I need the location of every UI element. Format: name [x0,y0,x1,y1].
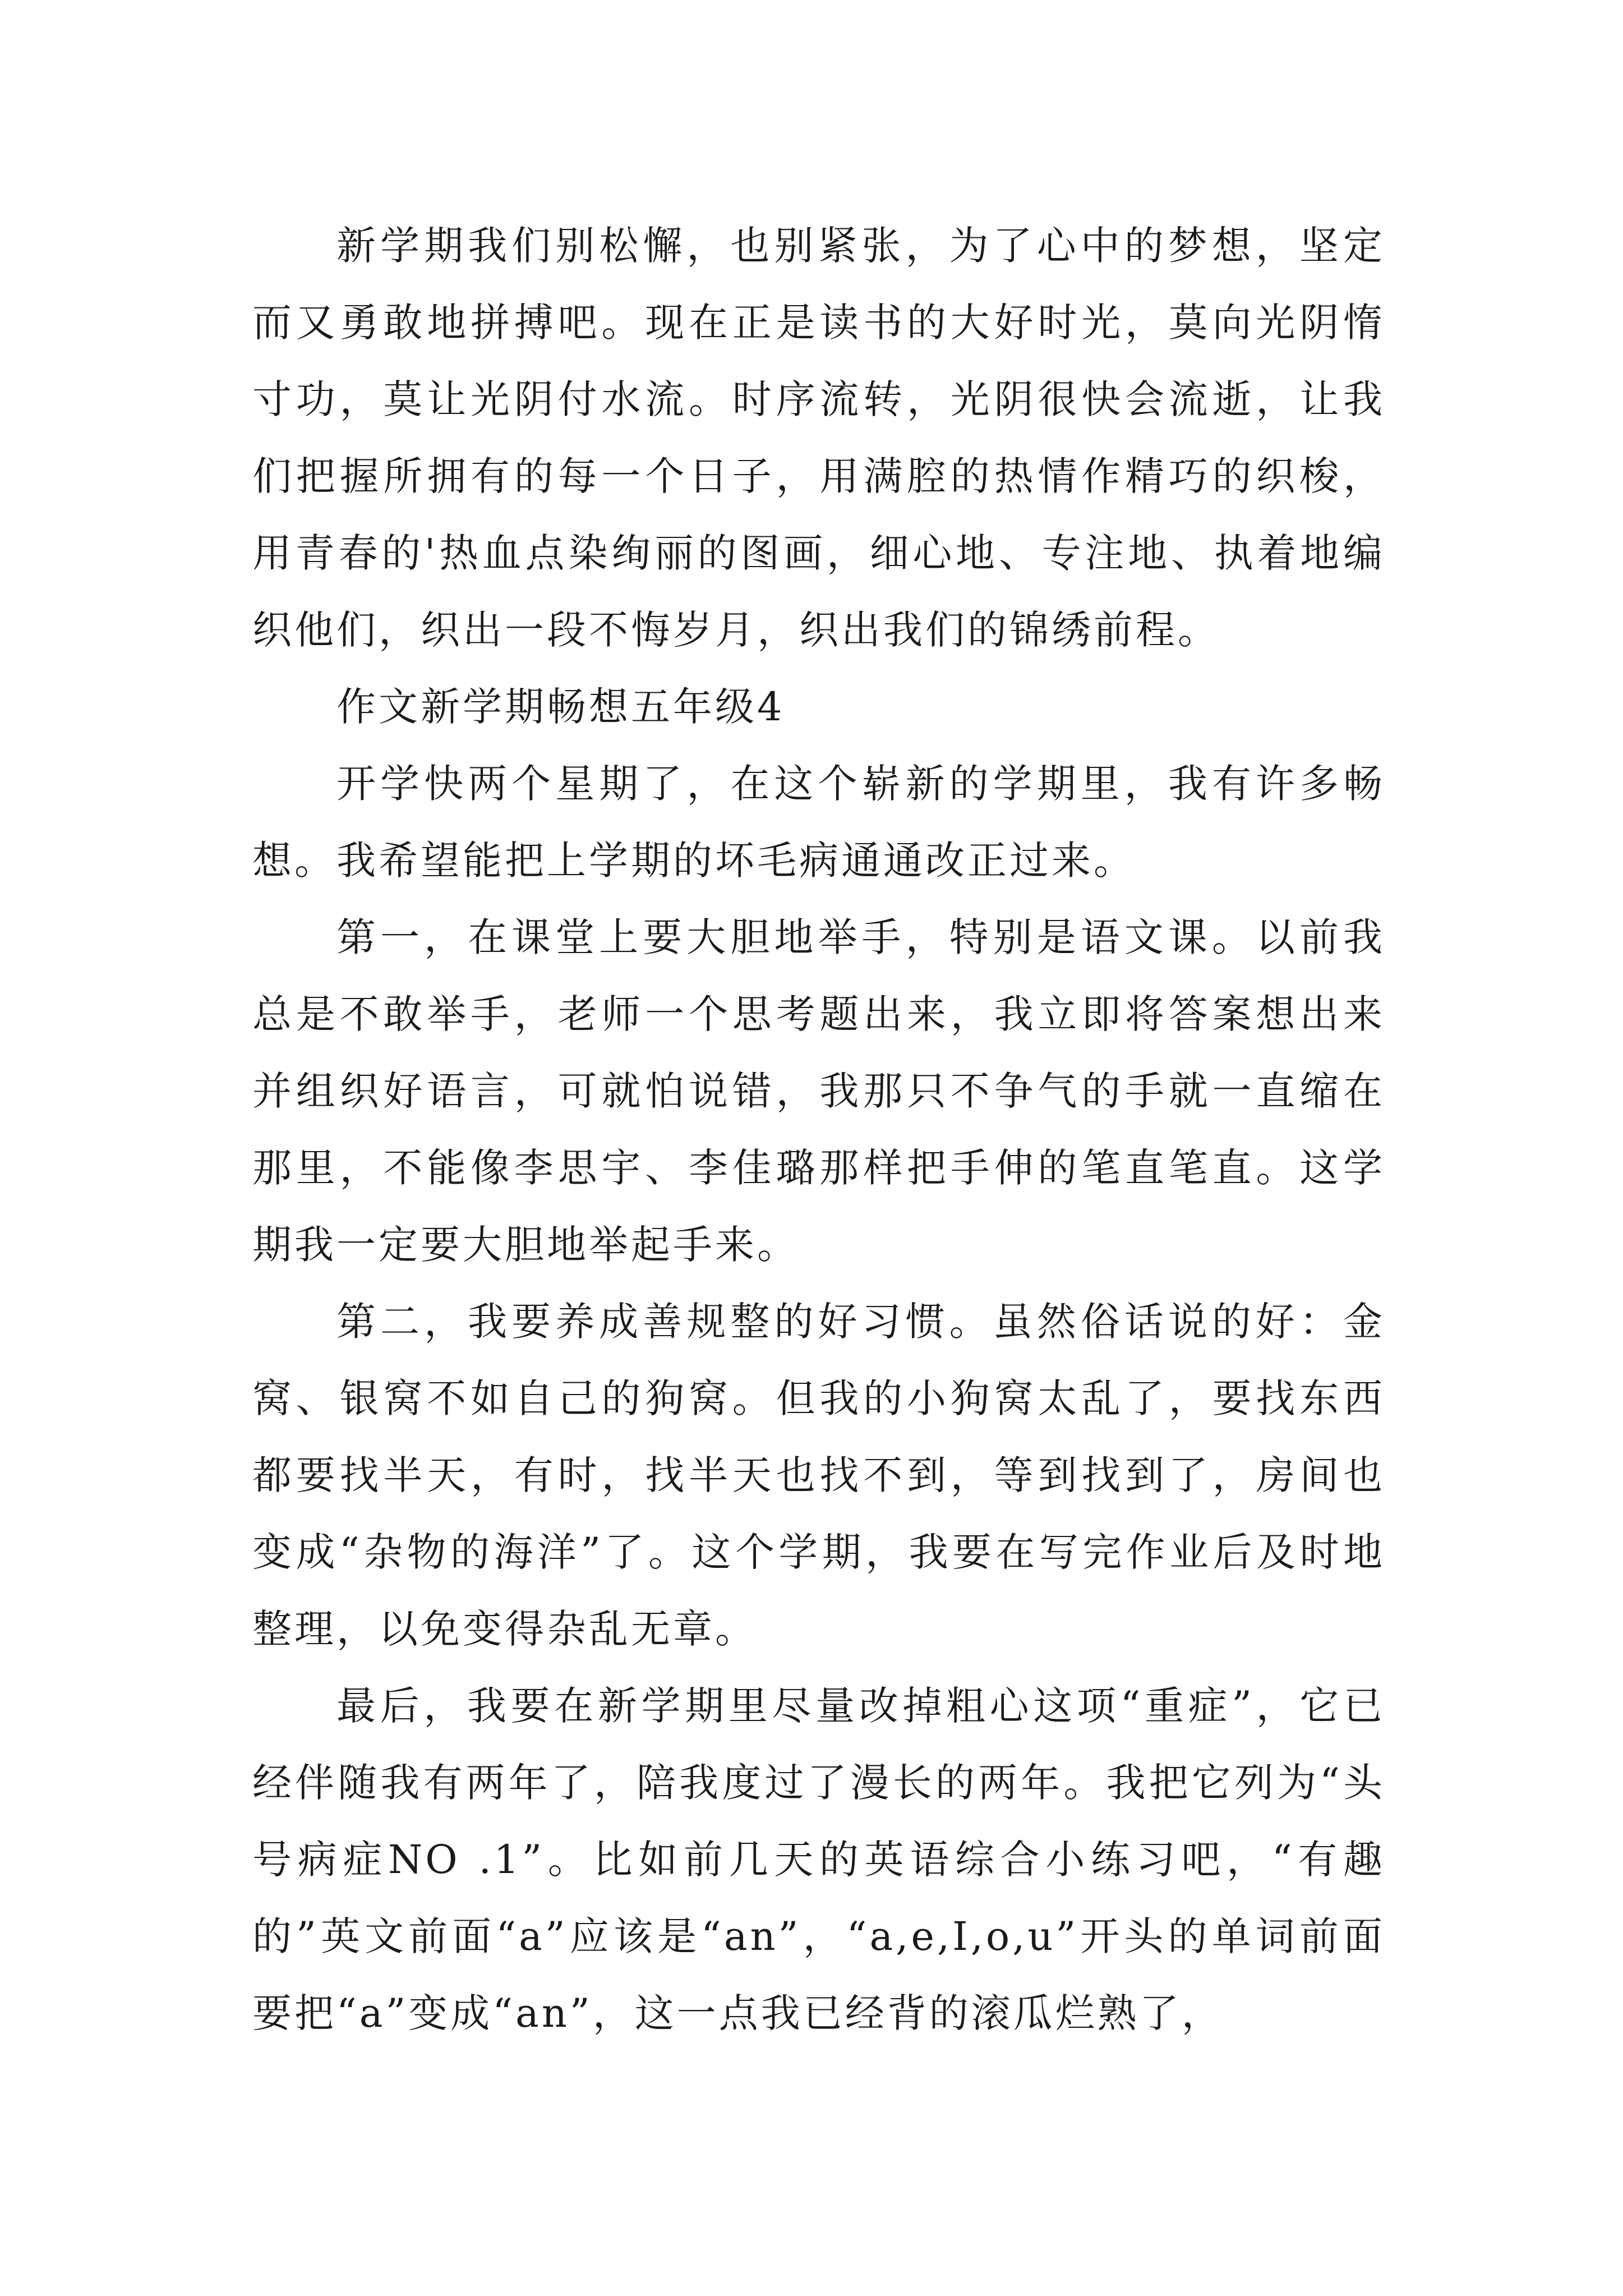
paragraph-second: 第二，我要养成善规整的好习惯。虽然俗话说的好：金窝、银窝不如自己的狗窝。但我的小狗窝太乱了，要找东西都要找半天，有时，找半天也找不到，等到找到了，房间也变成“杂物的海洋”了。这个学期，我要在写完作业后及时地整理，以免变得杂乱无章。 [252,1299,1385,1652]
paragraph-first: 第一，在课堂上要大胆地举手，特别是语文课。以前我总是不敢举手，老师一个思考题出来，我立即将答案想出来并组织好语言，可就怕说错，我那只不争气的手就一直缩在那里，不能像李思宇、李佳璐那样把手伸的笔直笔直。这学期我一定要大胆地举起手来。 [252,914,1385,1268]
document-body [252,208,1385,2052]
essay-title: 作文新学期畅想五年级4 [336,684,785,730]
paragraph-intro: 开学快两个星期了，在这个崭新的学期里，我有许多畅想。我希望能把上学期的坏毛病通通改正过来。 [252,761,1385,884]
paragraph-closing-newterm: 新学期我们别松懈，也别紧张，为了心中的梦想，坚定而又勇敢地拼搏吧。现在正是读书的大好时光，莫向光阴惰寸功，莫让光阴付水流。时序流转，光阴很快会流逝，让我们把握所拥有的每一个日子，用满腔的热情作精巧的织梭，用青春的'热血点染绚丽的图画，细心地、专注地、执着地编织他们，织出一段不悔岁月，织出我们的锦绣前程。 [252,223,1385,653]
paragraph-last: 最后，我要在新学期里尽量改掉粗心这项“重症”，它已经伴随我有两年了，陪我度过了漫长的两年。我把它列为“头号病症NO .1”。比如前几天的英语综合小练习吧，“有趣的”英文前面“a”应该是“an”，“a,e,I,o,u”开头的单词前面要把“a”变成“an”，这一点我已经背的滚瓜烂熟了， [252,1683,1385,2036]
